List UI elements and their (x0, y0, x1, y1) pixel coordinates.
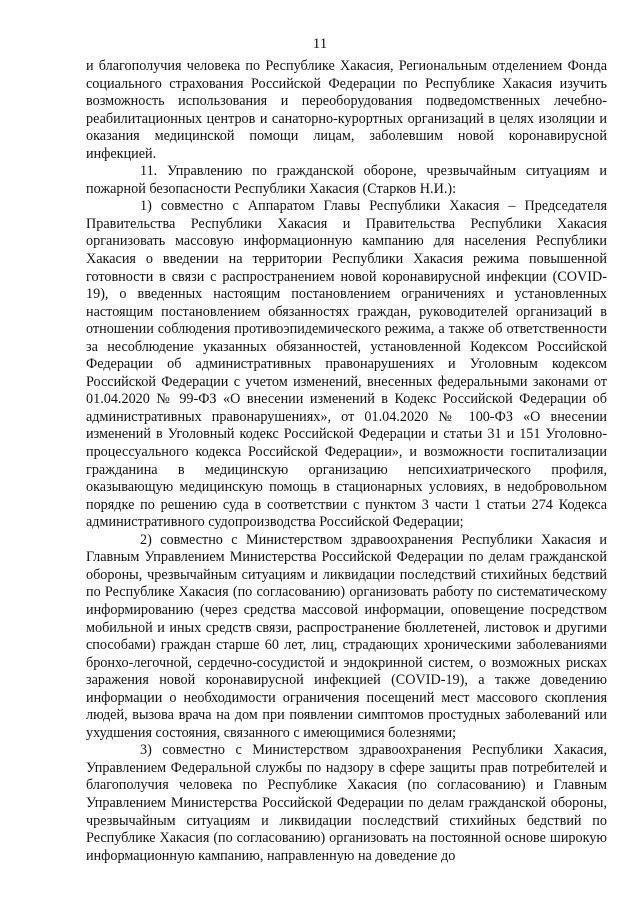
document-body (86, 58, 607, 865)
paragraph-subitem-2: 2) совместно с Министерством здравоохранения Республики Хакасия и Главным Управлением Министерства Российской Федерации по делам гражданской обороны, чрезвычайным ситуациям и ликвидации последствий стихийных бедствий по Республике Хакасия (по согласованию) организовать работу по систематическому информированию (через средства массовой информации, оповещение посредством мобильной и иных средств связи, распространение бюллетеней, листовок и другими способами) граждан старше 60 лет, лиц, страдающих хроническими заболеваниями бронхо-легочной, сердечно-сосудистой и эндокринной систем, о возможных рисках заражения новой коронавирусной инфекцией (COVID-19), а также доведению информации о необходимости ограничения посещений мест массового скопления людей, вызова врача на дом при появлении симптомов простудных заболеваний или ухудшения состояния, связанного с имеющимися болезнями; (86, 531, 607, 741)
paragraph-subitem-3: 3) совместно с Министерством здравоохранения Республики Хакасия, Управлением Федеральной службы по надзору в сфере защиты прав потребителей и благополучия человека по Республике Хакасия (по согласованию) и Главным Управлением Министерства Российской Федерации по делам гражданской обороны, чрезвычайным ситуациям и ликвидации последствий стихийных бедствий по Республике Хакасия (по согласованию) организовать на постоянной основе широкую информационную кампанию, направленную на доведение до (86, 742, 607, 864)
paragraph-continuation: и благополучия человека по Республике Хакасия, Региональным отделением Фонда социального страхования Российской Федерации по Республике Хакасия изучить возможность использования и переоборудования подведомственных лечебно-реабилитационных центров и санаторно-курортных организаций в целях изоляции и оказания медицинской помощи лицам, заболевшим новой коронавирусной инфекцией. (86, 58, 607, 162)
page-number: 11 (312, 36, 328, 52)
paragraph-item-11: 11. Управлению по гражданской обороне, чрезвычайным ситуациям и пожарной безопасности Республики Хакасия (Старков Н.И.): (86, 163, 607, 197)
paragraph-subitem-1: 1) совместно с Аппаратом Главы Республики Хакасия – Председателя Правительства Республики Хакасия и Правительства Республики Хакасия организовать массовую информационную кампанию для населения Республики Хакасия о введении на территории Республики Хакасия режима повышенной готовности в связи с распространением новой коронавирусной инфекции (COVID-19), о введенных настоящим постановлением ограничениях и установленных настоящим постановлением обязанностях граждан, руководителей организаций в отношении соблюдения противоэпидемического режима, а также об ответственности за несоблюдение указанных обязанностей, установленной Кодексом Российской Федерации об административных правонарушениях и Уголовным кодексом Российской Федерации с учетом изменений, внесенных федеральными законами от 01.04.2020 № 99-ФЗ «О внесении изменений в Кодекс Российской Федерации об административных правонарушениях», от 01.04.2020 № 100-ФЗ «О внесении изменений в Уголовный кодекс Российской Федерации и статьи 31 и 151 Уголовно-процессуального кодекса Российской Федерации», и возможности госпитализации гражданина в медицинскую организацию непсихиатрического профиля, оказывающую медицинскую помощь в стационарных условиях, в недобровольном порядке по решению суда в соответствии с пунктом 3 части 1 статьи 274 Кодекса административного судопроизводства Российской Федерации; (86, 198, 607, 531)
